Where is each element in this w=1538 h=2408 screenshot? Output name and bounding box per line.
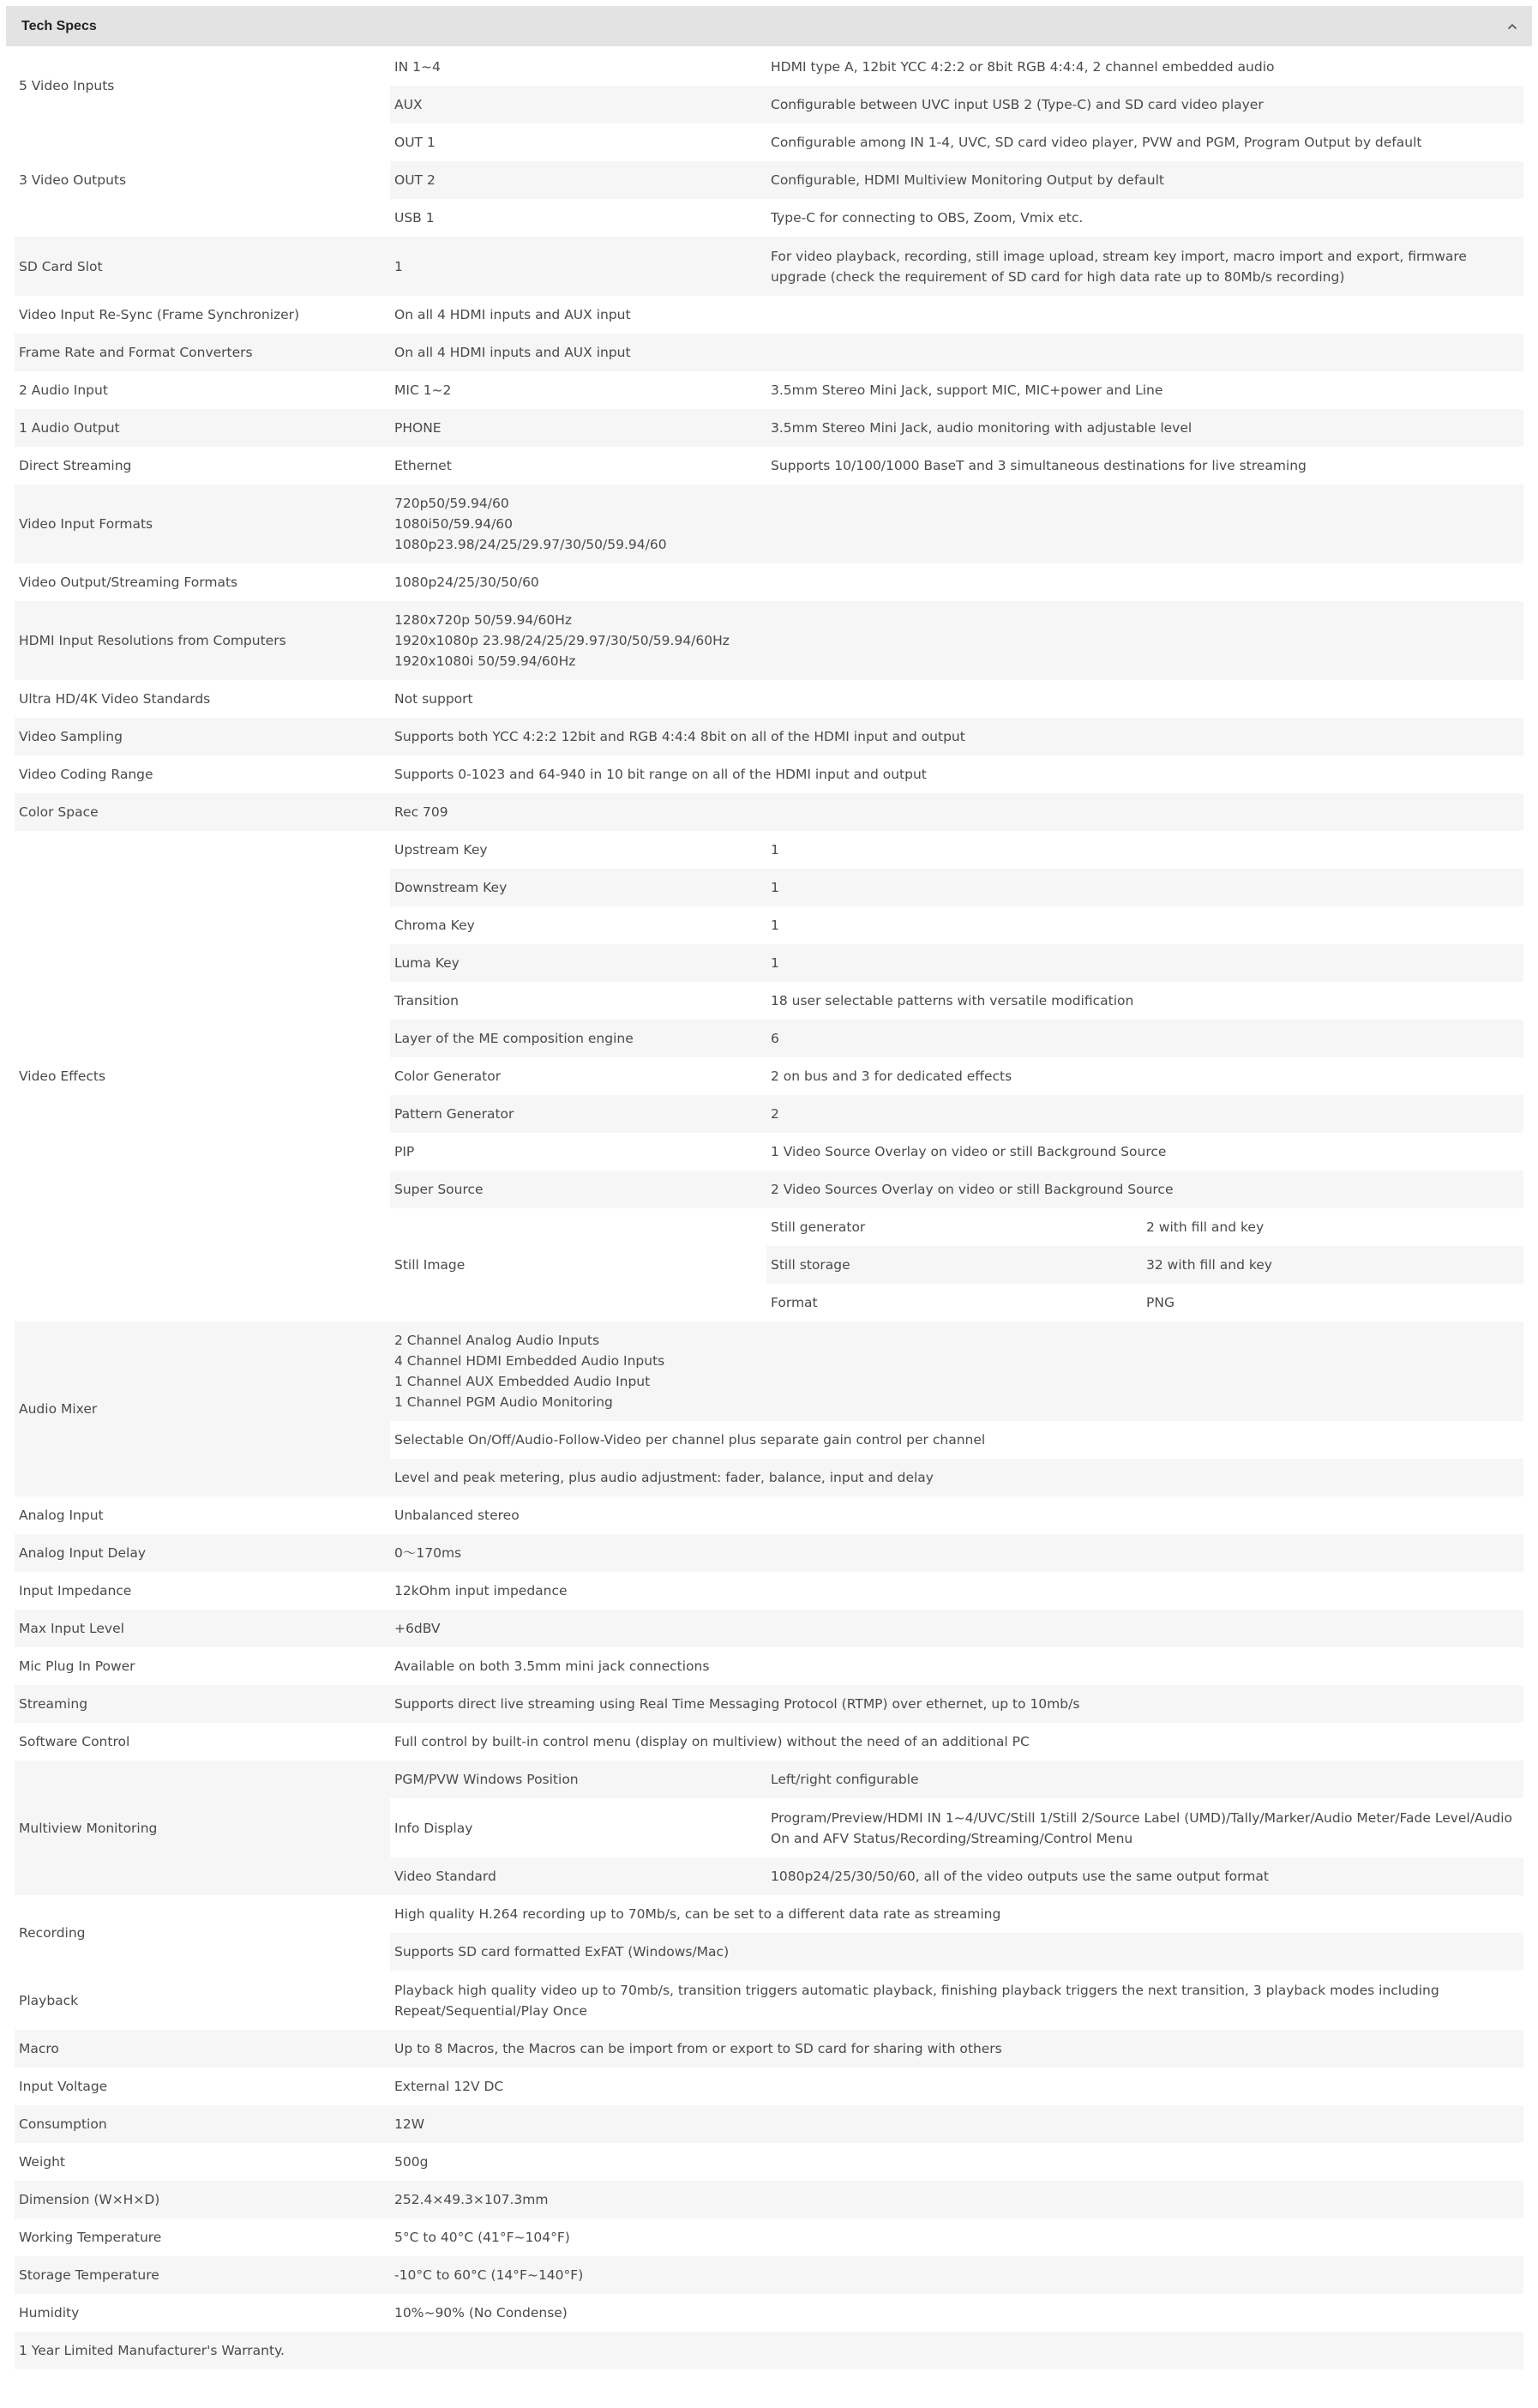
spec-label: Video Sampling [15, 718, 390, 756]
spec-row-value: HDMI type A, 12bit YCC 4:2:2 or 8bit RGB 4:4:4, 2 channel embedded audio [771, 59, 1275, 75]
spec-row-value: On all 4 HDMI inputs and AUX input [394, 307, 631, 322]
spec-row-name: Video Standard [390, 1857, 766, 1895]
spec-row-value: Supports SD card formatted ExFAT (Windows/Mac) [390, 1933, 1523, 1971]
spec-label: Video Coding Range [19, 767, 153, 782]
spec-label: Humidity [19, 2305, 80, 2321]
spec-row-value: 2 Channel Analog Audio Inputs 4 Channel HDMI Embedded Audio Inputs 1 Channel AUX Embedded Audio Input 1 Channel PGM Audio Monitoring [390, 1321, 1523, 1421]
spec-label: Streaming [15, 1685, 390, 1723]
spec-row-value: Type-C for connecting to OBS, Zoom, Vmix etc. [771, 210, 1084, 226]
spec-row-name: Super Source [390, 1171, 766, 1208]
spec-row-value: Supports 10/100/1000 BaseT and 3 simultaneous destinations for live streaming [771, 458, 1307, 473]
spec-row-name: 1 [390, 237, 766, 296]
specs-table [15, 48, 1523, 2377]
tech-specs-panel [6, 6, 1532, 46]
spec-label: Working Temperature [19, 2230, 162, 2245]
spec-row-value: Supports 0-1023 and 64-940 in 10 bit range on all of the HDMI input and output [394, 767, 927, 782]
spec-row-name: PHONE [390, 409, 766, 447]
spec-row-value: Playback high quality video up to 70mb/s, transition triggers automatic playback, finishing playback triggers the next transition, 3 playback modes including Repeat/Sequential/Play Once [394, 1982, 1439, 2019]
spec-subrow-name: Format [771, 1295, 818, 1310]
spec-row-name: Upstream Key [394, 842, 488, 858]
spec-row-value: 1080p24/25/30/50/60, all of the video outputs use the same output format [766, 1857, 1523, 1895]
spec-row-name: Downstream Key [390, 869, 766, 906]
spec-subrow-value: 2 with fill and key [1146, 1219, 1265, 1235]
spec-row-name: OUT 1 [394, 135, 436, 150]
spec-row-value: 3.5mm Stereo Mini Jack, audio monitoring with adjustable level [766, 409, 1523, 447]
spec-subrow-name: Still storage [766, 1246, 1142, 1284]
spec-label: Frame Rate and Format Converters [15, 334, 390, 371]
spec-label: SD Card Slot [15, 237, 390, 296]
spec-row-value: Full control by built-in control menu (display on multiview) without the need of an additional PC [394, 1734, 1030, 1749]
spec-label: Storage Temperature [15, 2256, 390, 2294]
spec-label: Weight [19, 2154, 66, 2170]
spec-label: 1 Audio Output [15, 409, 390, 447]
spec-row-value: Selectable On/Off/Audio-Follow-Video per channel plus separate gain control per channel [394, 1432, 986, 1448]
spec-row-name: Chroma Key [394, 918, 475, 933]
spec-label: Consumption [15, 2105, 390, 2143]
spec-row-value: 3.5mm Stereo Mini Jack, support MIC, MIC+power and Line [771, 382, 1163, 398]
spec-row-name: Luma Key [390, 944, 766, 982]
spec-row-value: 5°C to 40°C (41°F~104°F) [394, 2230, 570, 2245]
spec-label: Video Output/Streaming Formats [19, 575, 238, 590]
spec-row-value: 1 [766, 869, 1523, 906]
spec-label: Ultra HD/4K Video Standards [19, 691, 211, 707]
spec-row-value: Unbalanced stereo [394, 1508, 520, 1523]
spec-row-value: 720p50/59.94/60 1080i50/59.94/60 1080p23.98/24/25/29.97/30/50/59.94/60 [390, 485, 1523, 563]
spec-row-value: Level and peak metering, plus audio adjustment: fader, balance, input and delay [390, 1459, 1523, 1496]
spec-label: Color Space [15, 793, 390, 831]
spec-row-value: +6dBV [390, 1610, 1523, 1647]
spec-row-name: PGM/PVW Windows Position [390, 1761, 766, 1798]
spec-label: Video Effects [19, 1069, 106, 1084]
spec-label: 1 Year Limited Manufacturer's Warranty. [15, 2332, 390, 2369]
spec-row-value: External 12V DC [394, 2079, 504, 2094]
spec-row-value: Program/Preview/HDMI IN 1~4/UVC/Still 1/Still 2/Source Label (UMD)/Tally/Marker/Audio Meter/Fade Level/Audio On and AFV Status/Recording/Streaming/Control Menu [771, 1809, 1513, 1846]
spec-row-name: Pattern Generator [390, 1095, 766, 1133]
spec-label: 2 Audio Input [19, 382, 108, 398]
spec-label: Input Impedance [19, 1583, 132, 1598]
spec-row-value: High quality H.264 recording up to 70Mb/s, can be set to a different data rate as streaming [394, 1906, 1001, 1922]
section-title: Tech Specs [21, 18, 97, 33]
spec-row-value: Left/right configurable [766, 1761, 1523, 1798]
spec-row-value: Supports direct live streaming using Real Time Messaging Protocol (RTMP) over ethernet, up to 10mb/s [390, 1685, 1523, 1723]
spec-row-name: Still Image [394, 1257, 466, 1273]
spec-row-value: Configurable among IN 1-4, UVC, SD card video player, PVW and PGM, Program Output by default [771, 135, 1422, 150]
spec-row-value: 1080p24/25/30/50/60 [394, 575, 539, 590]
spec-row-value: 6 [766, 1020, 1523, 1057]
spec-row-value: 500g [394, 2154, 429, 2170]
spec-row-value: 1 Video Source Overlay on video or still Background Source [771, 1144, 1167, 1159]
spec-label: Mic Plug In Power [19, 1659, 135, 1674]
spec-row-value: 252.4×49.3×107.3mm [390, 2181, 1523, 2218]
spec-label: 5 Video Inputs [19, 78, 115, 93]
chevron-up-icon[interactable] [1507, 23, 1517, 30]
spec-row-name: USB 1 [394, 210, 435, 226]
spec-row-value: Rec 709 [390, 793, 1523, 831]
spec-label: Direct Streaming [19, 458, 132, 473]
spec-label: Multiview Monitoring [15, 1761, 390, 1895]
spec-label: Macro [15, 2030, 390, 2068]
spec-row-empty [390, 2332, 1523, 2369]
spec-label: Analog Input [19, 1508, 104, 1523]
spec-row-value: -10°C to 60°C (14°F~140°F) [390, 2256, 1523, 2294]
spec-row-value: Supports both YCC 4:2:2 12bit and RGB 4:4:4 8bit on all of the HDMI input and output [390, 718, 1523, 756]
spec-row-value: 1 [771, 918, 779, 933]
spec-subrow-value: PNG [1146, 1295, 1175, 1310]
spec-row-value: 2 Video Sources Overlay on video or still Background Source [766, 1171, 1523, 1208]
spec-row-name: IN 1~4 [394, 59, 441, 75]
spec-label: Analog Input Delay [15, 1534, 390, 1572]
spec-row-name: Layer of the ME composition engine [390, 1020, 766, 1057]
spec-subrow-value: 32 with fill and key [1142, 1246, 1523, 1284]
spec-row-name: OUT 2 [390, 161, 766, 199]
spec-label: Recording [19, 1925, 86, 1941]
spec-label: Input Voltage [19, 2079, 108, 2094]
spec-row-name: AUX [390, 86, 766, 123]
spec-row-value: For video playback, recording, still image upload, stream key import, macro import and export, firmware upgrade (check the requirement of SD card for high data rate up to 80Mb/s recording) [766, 237, 1523, 296]
spec-row-value: Available on both 3.5mm mini jack connections [394, 1659, 710, 1674]
spec-row-value: 2 [766, 1095, 1523, 1133]
spec-label: Video Input Re-Sync (Frame Synchronizer) [19, 307, 300, 322]
spec-label: 3 Video Outputs [19, 172, 127, 188]
spec-row-value: 1 [766, 944, 1523, 982]
spec-row-name: Transition [394, 993, 459, 1008]
spec-row-value: 0～170ms [390, 1534, 1523, 1572]
spec-row-name: Info Display [394, 1820, 473, 1836]
spec-label: HDMI Input Resolutions from Computers [15, 601, 390, 680]
spec-row-value: 10%~90% (No Condense) [394, 2305, 568, 2321]
spec-row-name: Color Generator [394, 1069, 502, 1084]
spec-row-value: 1 [771, 842, 779, 858]
spec-label: Max Input Level [15, 1610, 390, 1647]
spec-row-name: PIP [394, 1144, 415, 1159]
spec-row-value: 1280x720p 50/59.94/60Hz 1920x1080p 23.98/24/25/29.97/30/50/59.94/60Hz 1920x1080i 50/59.94/60Hz [390, 601, 1523, 680]
spec-subrow-name: Still generator [771, 1219, 866, 1235]
spec-row-value: Not support [394, 691, 473, 707]
spec-label: Video Input Formats [15, 485, 390, 563]
spec-row-value: 2 on bus and 3 for dedicated effects [771, 1069, 1012, 1084]
spec-row-value: 12W [390, 2105, 1523, 2143]
spec-label: Dimension (W×H×D) [15, 2181, 390, 2218]
spec-label: Playback [19, 1992, 79, 2008]
spec-row-value: On all 4 HDMI inputs and AUX input [390, 334, 1523, 371]
spec-row-value: Up to 8 Macros, the Macros can be import from or export to SD card for sharing with others [390, 2030, 1523, 2068]
spec-row-value: 18 user selectable patterns with versatile modification [771, 993, 1134, 1008]
spec-label: Audio Mixer [15, 1321, 390, 1496]
spec-row-name: MIC 1~2 [394, 382, 452, 398]
spec-row-value: Configurable, HDMI Multiview Monitoring Output by default [766, 161, 1523, 199]
spec-row-value: 12kOhm input impedance [394, 1583, 568, 1598]
tech-specs-header[interactable] [6, 6, 1532, 46]
spec-row-name: Ethernet [394, 458, 452, 473]
spec-label: Software Control [19, 1734, 130, 1749]
spec-row-value: Configurable between UVC input USB 2 (Type-C) and SD card video player [766, 86, 1523, 123]
